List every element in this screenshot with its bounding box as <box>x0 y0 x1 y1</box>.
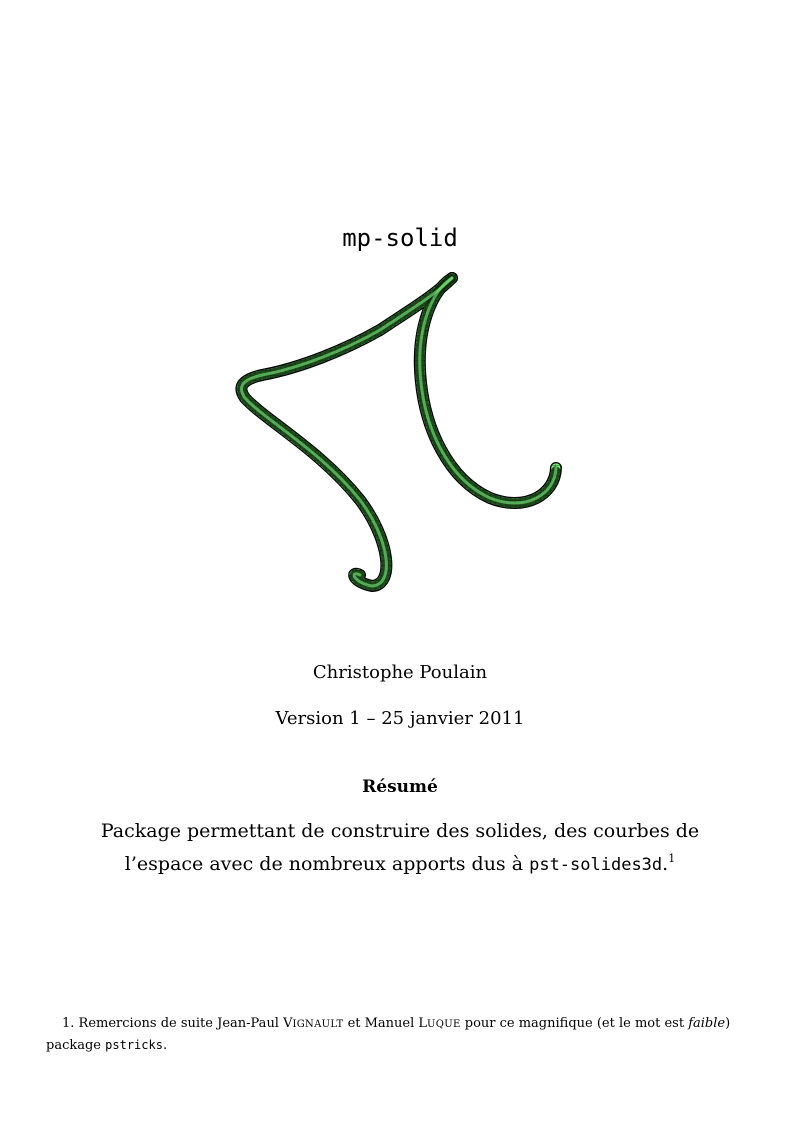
footnote <box>46 1014 756 1056</box>
document-title: mp-solid <box>342 224 458 252</box>
abstract-period: . <box>662 853 669 875</box>
footnote-text-3: pour ce magnifique (et le mot est <box>460 1016 689 1031</box>
tube-curve-figure <box>220 258 580 618</box>
footnote-smallcaps-2: UQUE <box>427 1019 461 1030</box>
footnote-smallcaps-1: IGNAULT <box>292 1019 344 1030</box>
footnote-italic: faible <box>688 1016 726 1031</box>
version-date: Version 1 – 25 janvier 2011 <box>275 708 525 729</box>
footnote-code: pstricks <box>105 1038 163 1052</box>
footnote-number: 1. <box>62 1016 75 1031</box>
author-name: Christophe Poulain <box>312 662 488 683</box>
footnote-text-4: ) package <box>46 1016 731 1053</box>
footnote-marker[interactable]: 1 <box>668 852 676 865</box>
abstract-code: pst-solides3d <box>529 855 663 875</box>
footnote-text-2: et Manuel L <box>343 1016 428 1031</box>
abstract-text <box>70 818 730 879</box>
abstract-heading: Résumé <box>362 777 438 797</box>
footnote-text-5: . <box>162 1038 168 1053</box>
abstract-body: Package permettant de construire des solides, des courbes de l’espace avec de nombreux apports dus à <box>100 820 700 875</box>
footnote-text-1: Remercions de suite Jean-Paul V <box>78 1016 293 1031</box>
